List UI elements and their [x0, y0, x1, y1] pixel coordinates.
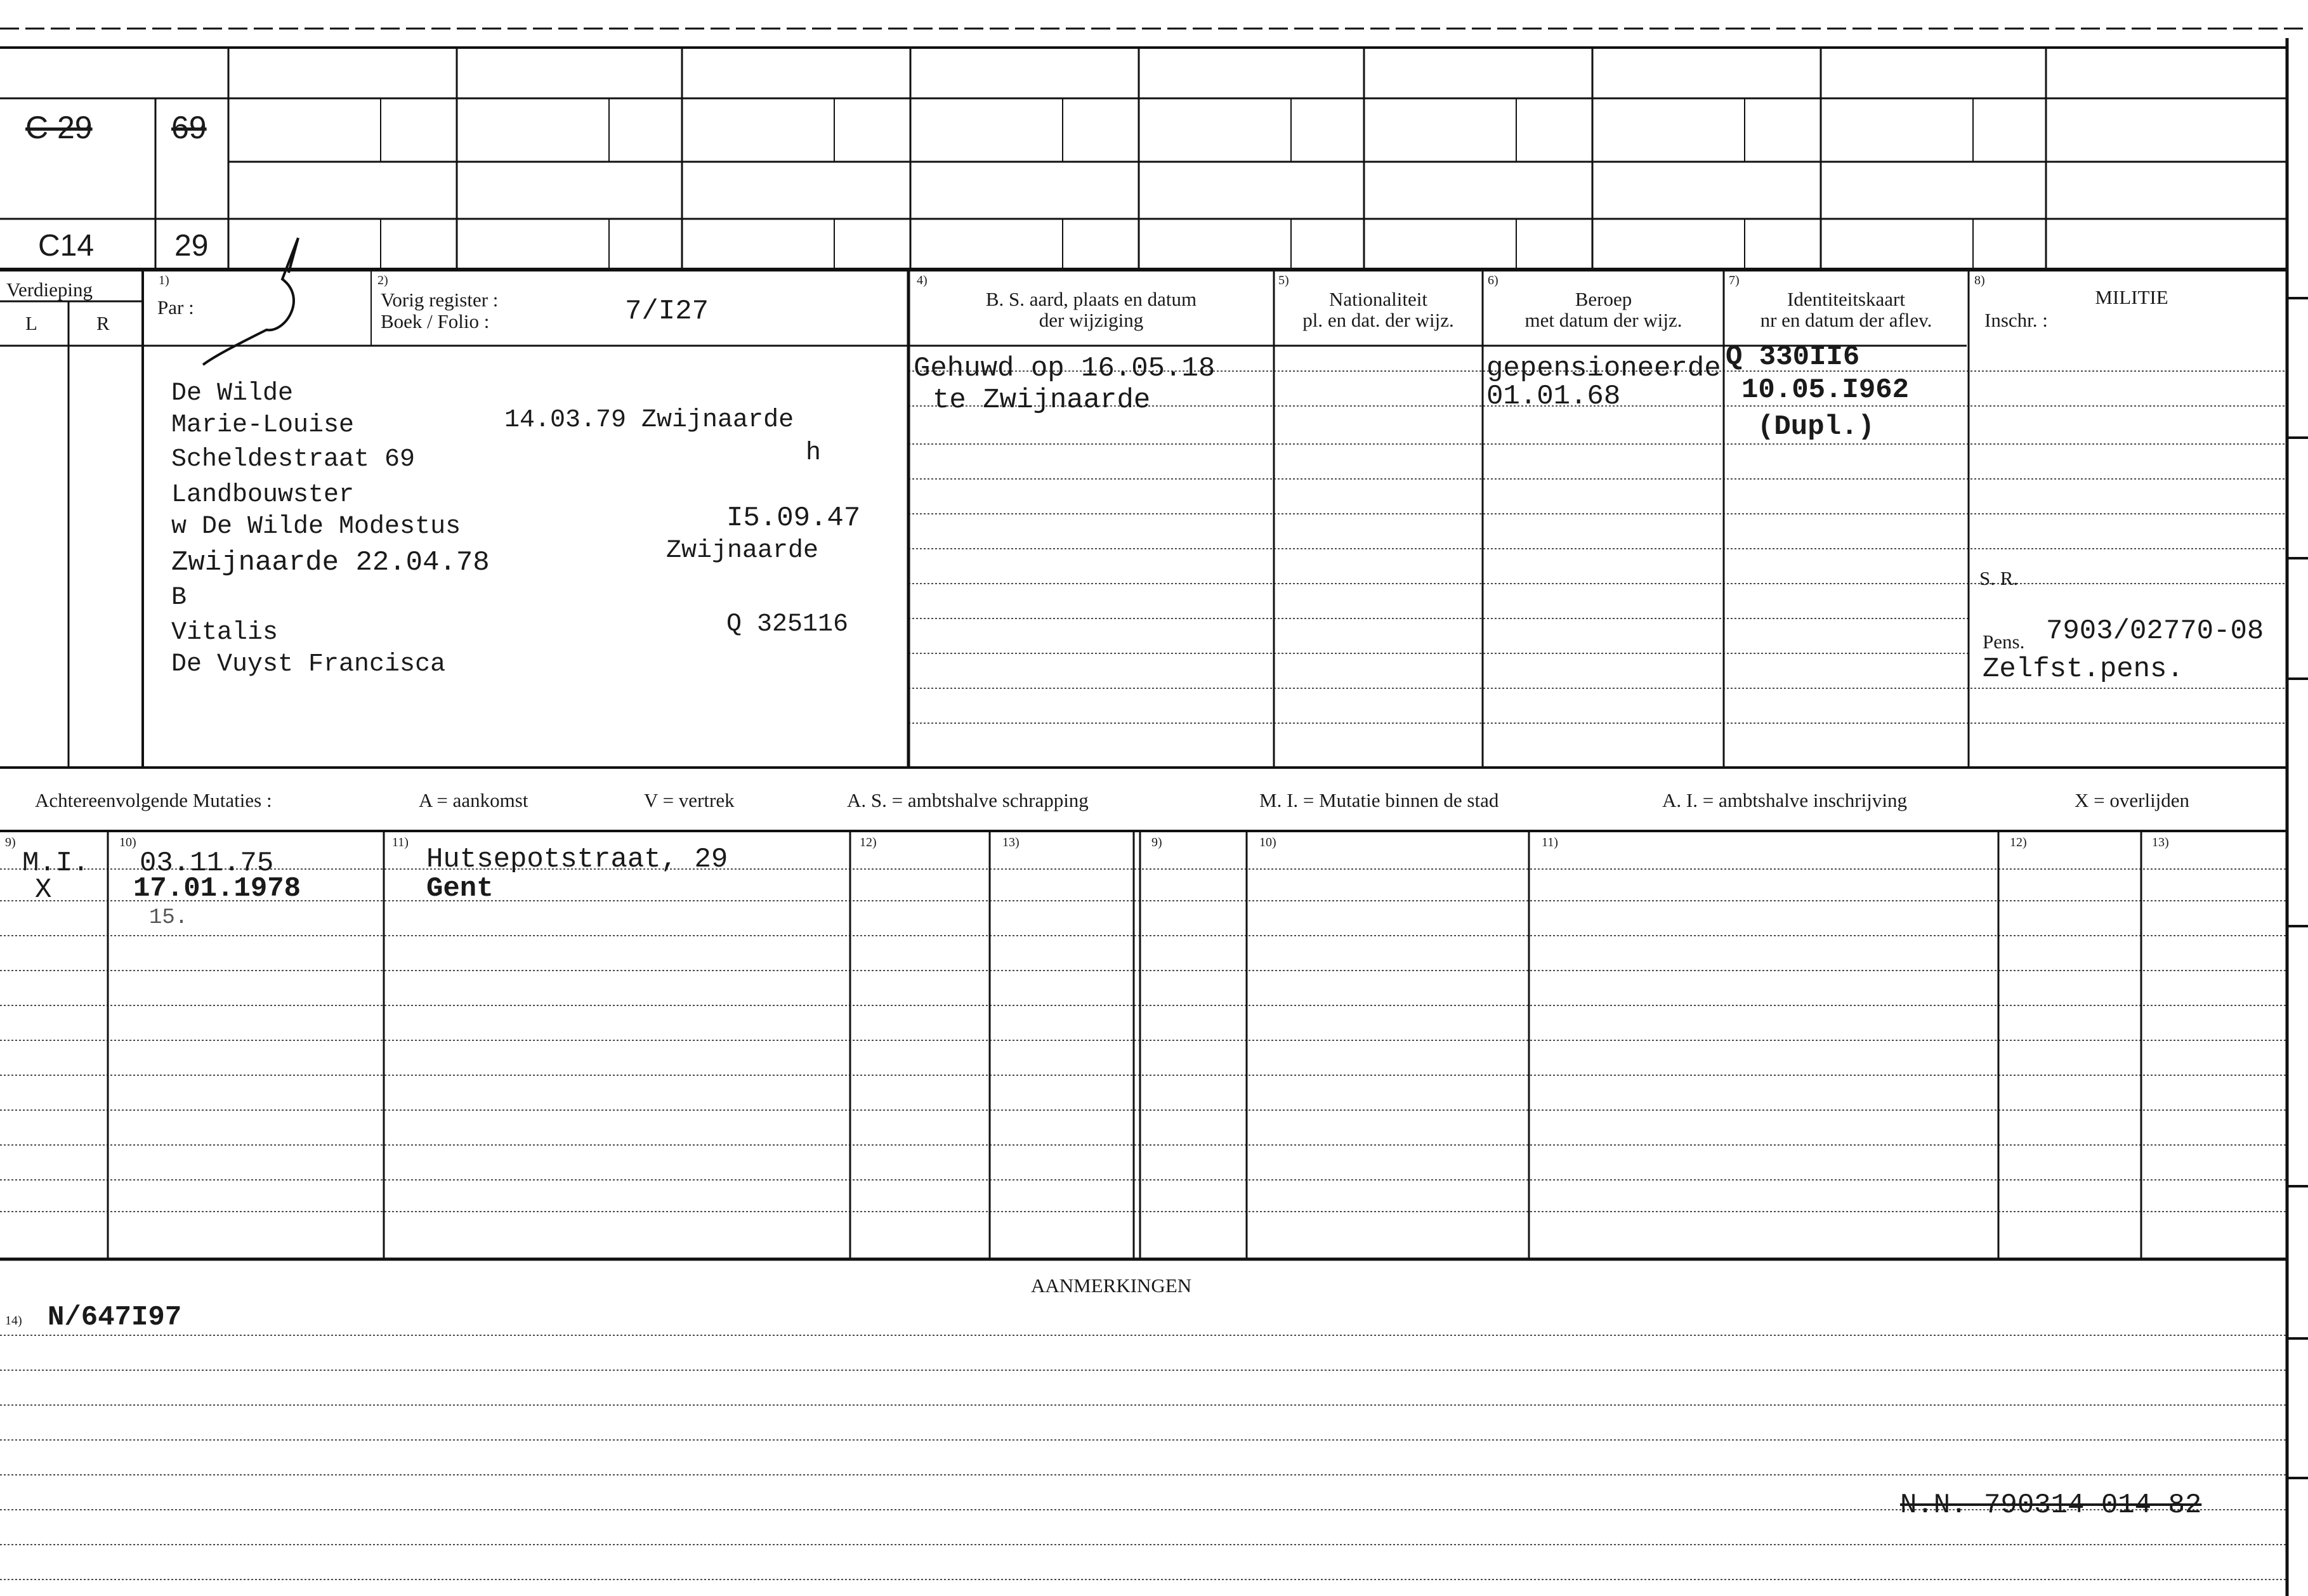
person-street: Scheldestraat 69 — [171, 445, 416, 474]
col2-num: 2) — [377, 273, 388, 287]
mutation-1-type: M.I. — [22, 847, 89, 879]
mut-col12-num: 12) — [860, 835, 877, 849]
civil-status-line2: te Zwijnaarde — [933, 384, 1151, 416]
mutation-1-address: Hutsepotstraat, 29 — [426, 844, 728, 875]
inschr-label: Inschr. : — [1984, 309, 2048, 331]
mut-col10b-num: 10) — [1259, 835, 1276, 849]
person-spouse-birth: Zwijnaarde 22.04.78 — [171, 547, 490, 579]
militie-header: MILITIE — [2095, 286, 2168, 308]
id-card-note: (Dupl.) — [1757, 411, 1875, 443]
person-mark-b: B — [171, 584, 187, 612]
mut-col9b-num: 9) — [1151, 835, 1162, 849]
mut-col10-num: 10) — [119, 835, 136, 849]
pens-label: Pens. — [1983, 631, 2025, 653]
remarks-title: AANMERKINGEN — [1031, 1274, 1192, 1297]
legend-title: Achtereenvolgende Mutaties : — [35, 789, 272, 811]
bs-header-1: B. S. aard, plaats en datum — [985, 288, 1197, 310]
pens-type: Zelfst.pens. — [1983, 653, 2184, 685]
mutation-1-date: 03.11.75 — [140, 847, 274, 879]
mutation-2-type: X — [35, 874, 52, 906]
beroep-header-2: met datum der wijz. — [1524, 309, 1682, 331]
person-occupation: Landbouwster — [171, 481, 355, 509]
mut-col11b-num: 11) — [1542, 835, 1558, 849]
person-birth: 14.03.79 Zwijnaarde — [504, 406, 794, 435]
col4-num: 4) — [917, 273, 928, 287]
mut-col11-num: 11) — [392, 835, 409, 849]
person-mark-h: h — [806, 439, 822, 468]
national-number: N.N. 790314 014 82 — [1900, 1489, 2202, 1521]
legend-a: A = aankomst — [419, 789, 528, 811]
mutation-extra: 15. — [149, 906, 188, 930]
id-card-number: Q 330II6 — [1726, 341, 1860, 373]
boek-folio-value: 7/I27 — [625, 296, 709, 327]
profession-line2: 01.01.68 — [1486, 381, 1621, 412]
mutation-2-date: 17.01.1978 — [133, 873, 301, 905]
col5-num: 5) — [1278, 273, 1289, 287]
mutation-2-address: Gent — [426, 873, 494, 905]
person-father: Vitalis — [171, 618, 279, 647]
col8-num: 8) — [1974, 273, 1985, 287]
boek-folio-label: Boek / Folio : — [381, 310, 490, 332]
mut-col9-num: 9) — [5, 835, 16, 849]
r-label: R — [96, 312, 110, 334]
id-header-1: Identiteitskaart — [1787, 288, 1905, 310]
legend-mi: M. I. = Mutatie binnen de stad — [1259, 789, 1499, 811]
civil-status-line1: Gehuwd op 16.05.18 — [914, 353, 1216, 384]
top-num-2: 29 — [174, 229, 209, 263]
top-num-1: 69 — [171, 110, 207, 145]
remarks-num: 14) — [5, 1314, 22, 1328]
legend-v: V = vertrek — [644, 789, 735, 811]
person-surname: De Wilde — [171, 379, 294, 408]
mut-col13b-num: 13) — [2152, 835, 2169, 849]
profession-line1: gepensioneerde — [1486, 353, 1721, 384]
person-spouse: w De Wilde Modestus — [171, 513, 461, 541]
verdieping-label: Verdieping — [6, 278, 93, 301]
id-header-2: nr en datum der aflev. — [1760, 309, 1932, 331]
mut-col13-num: 13) — [1002, 835, 1020, 849]
col6-num: 6) — [1488, 273, 1498, 287]
person-spouse-date: I5.09.47 — [726, 502, 861, 534]
sr-label: S. R. — [1979, 567, 2019, 589]
person-father-id: Q 325116 — [726, 610, 849, 639]
beroep-header-1: Beroep — [1575, 288, 1632, 310]
id-card-date: 10.05.I962 — [1741, 374, 1910, 406]
vorig-register-label: Vorig register : — [381, 289, 499, 311]
pens-value: 7903/02770-08 — [2046, 615, 2264, 647]
mut-col12b-num: 12) — [2010, 835, 2027, 849]
person-spouse-place: Zwijnaarde — [666, 537, 819, 565]
person-mother: De Vuyst Francisca — [171, 650, 446, 679]
person-first-names: Marie-Louise — [171, 411, 355, 440]
top-code-2: C14 — [38, 229, 95, 263]
legend-x: X = overlijden — [2075, 789, 2190, 811]
legend-ai: A. I. = ambtshalve inschrijving — [1662, 789, 1907, 811]
col1-num: 1) — [159, 273, 169, 287]
remarks-value: N/647I97 — [48, 1302, 182, 1333]
nat-header-1: Nationaliteit — [1329, 288, 1427, 310]
col7-num: 7) — [1729, 273, 1740, 287]
legend-as: A. S. = ambtshalve schrapping — [847, 789, 1089, 811]
bs-header-2: der wijziging — [1039, 309, 1144, 331]
par-label: Par : — [157, 296, 194, 318]
l-label: L — [25, 312, 37, 334]
top-code-1: C 29 — [25, 110, 93, 145]
nat-header-2: pl. en dat. der wijz. — [1302, 309, 1454, 331]
